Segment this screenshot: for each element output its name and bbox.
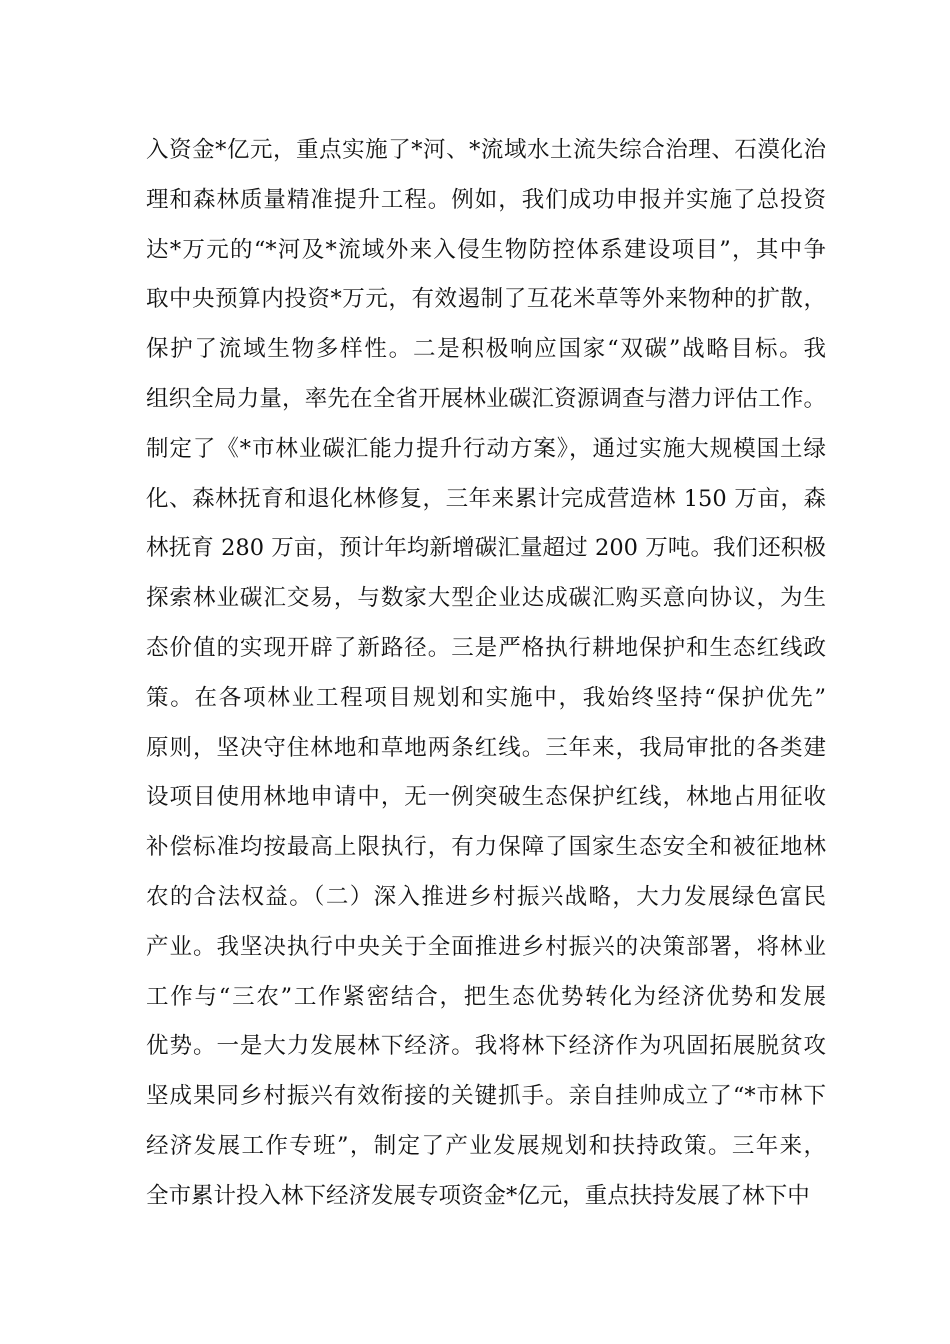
text-line: 补偿标准均按最高上限执行，有力保障了国家生态安全和被征地林 <box>146 834 826 861</box>
text-line: 策。在各项林业工程项目规划和实施中，我始终坚持“保护优先” <box>146 684 826 711</box>
text-line: 产业。我坚决执行中央关于全面推进乡村振兴的决策部署，将林业 <box>146 933 826 960</box>
text-line: 工作与“三农”工作紧密结合，把生态优势转化为经济优势和发展 <box>146 983 826 1010</box>
text-line: 全市累计投入林下经济发展专项资金*亿元，重点扶持发展了林下中 <box>146 1182 810 1209</box>
text-line: 优势。一是大力发展林下经济。我将林下经济作为巩固拓展脱贫攻 <box>146 1033 826 1060</box>
text-line: 探索林业碳汇交易，与数家大型企业达成碳汇购买意向协议，为生 <box>146 585 826 612</box>
text-line: 制定了《*市林业碳汇能力提升行动方案》，通过实施大规模国土绿 <box>146 435 826 462</box>
text-line: 经济发展工作专班”，制定了产业发展规划和扶持政策。三年来， <box>146 1132 826 1159</box>
text-line: 林抚育 280 万亩，预计年均新增碳汇量超过 200 万吨。我们还积极 <box>146 535 826 562</box>
text-line: 取中央预算内投资*万元，有效遏制了互花米草等外来物种的扩散， <box>146 286 826 313</box>
text-line: 化、森林抚育和退化林修复，三年来累计完成营造林 150 万亩，森 <box>146 485 826 512</box>
text-line: 坚成果同乡村振兴有效衔接的关键抓手。亲自挂帅成立了“*市林下 <box>146 1083 826 1110</box>
text-line: 组织全局力量，率先在全省开展林业碳汇资源调查与潜力评估工作。 <box>146 385 826 412</box>
text-line: 原则，坚决守住林地和草地两条红线。三年来，我局审批的各类建 <box>146 734 826 761</box>
body-text <box>146 126 826 1222</box>
text-line: 态价值的实现开辟了新路径。三是严格执行耕地保护和生态红线政 <box>146 634 826 661</box>
text-line: 设项目使用林地申请中，无一例突破生态保护红线，林地占用征收 <box>146 784 826 811</box>
text-line: 农的合法权益。（二）深入推进乡村振兴战略，大力发展绿色富民 <box>146 883 826 910</box>
text-line: 入资金*亿元，重点实施了*河、*流域水土流失综合治理、石漠化治 <box>146 137 826 163</box>
text-line: 保护了流域生物多样性。二是积极响应国家“双碳”战略目标。我 <box>146 336 826 363</box>
text-line: 理和森林质量精准提升工程。例如，我们成功申报并实施了总投资 <box>146 186 826 213</box>
text-line: 达*万元的“*河及*流域外来入侵生物防控体系建设项目”，其中争 <box>146 236 826 263</box>
